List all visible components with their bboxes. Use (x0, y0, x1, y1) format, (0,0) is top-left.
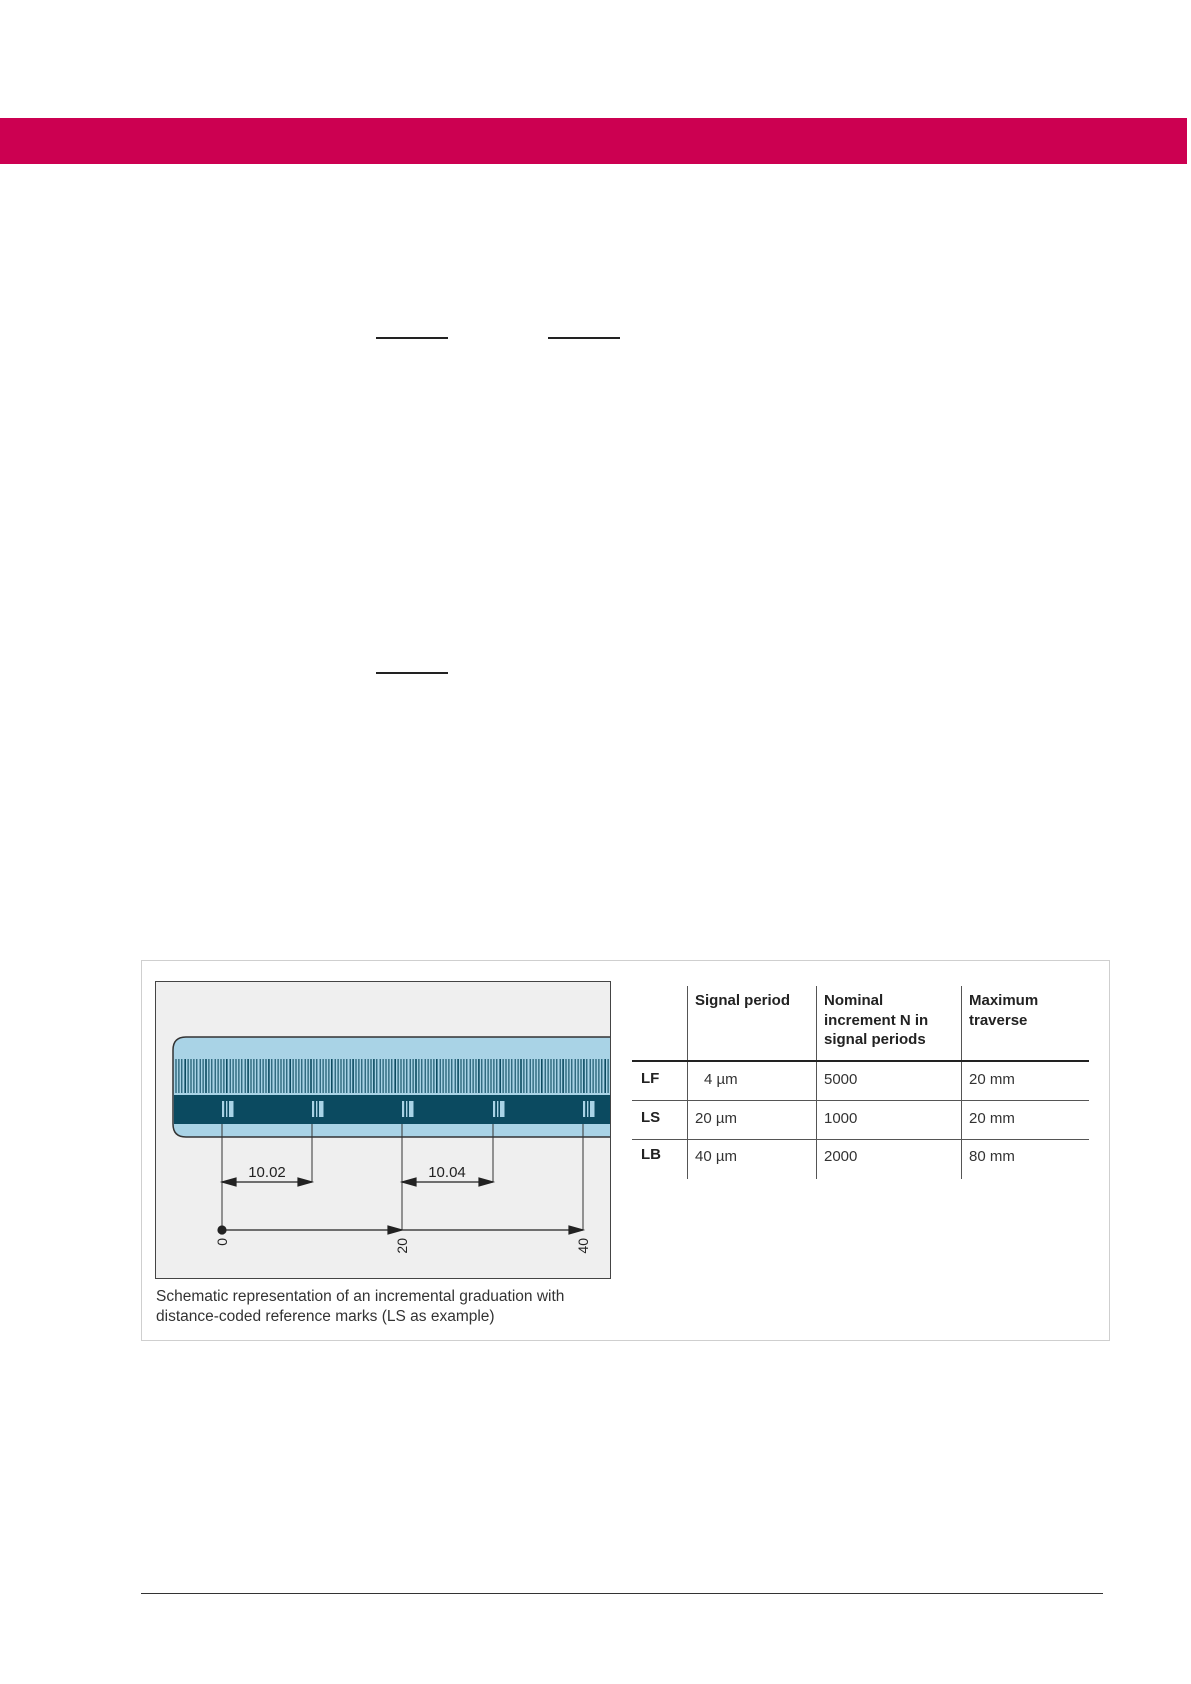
table-cell: 4 µm (704, 1071, 738, 1088)
table-cell: 20 mm (969, 1110, 1015, 1127)
table-cell: 1000 (824, 1110, 858, 1127)
underline-rule (376, 337, 448, 339)
graduation-diagram (155, 981, 611, 1279)
arrowhead (479, 1178, 493, 1186)
footer-rule (141, 1593, 1103, 1594)
reference-track (174, 1095, 611, 1124)
axis-tick-label-20: 20 (394, 1238, 410, 1254)
table-column-divider (687, 986, 688, 1179)
origin-dot (218, 1226, 226, 1234)
arrowhead (298, 1178, 312, 1186)
header-nominal-increment: Nominal increment N in signal periods (824, 992, 929, 1048)
dimension-label-1: 10.02 (248, 1164, 286, 1181)
table-row-label: LF (641, 1070, 660, 1087)
table-header-rule (632, 1060, 1089, 1062)
table-cell: 2000 (824, 1148, 858, 1165)
table-row-rule (632, 1139, 1089, 1140)
axis-tick-label-0: 0 (214, 1238, 230, 1246)
table-cell: 20 µm (695, 1110, 737, 1127)
axis-tick-label-40: 40 (575, 1238, 591, 1254)
caption-line: Schematic representation of an incremental graduation with (156, 1288, 565, 1305)
arrowhead (569, 1226, 583, 1234)
table-row-rule (632, 1100, 1089, 1101)
table-column-divider (816, 986, 817, 1179)
header-band (0, 118, 1187, 164)
arrowhead (402, 1178, 416, 1186)
caption-line: distance-coded reference marks (LS as example) (156, 1308, 495, 1325)
figure-caption (156, 1287, 626, 1327)
arrowhead (222, 1178, 236, 1186)
underline-rule (548, 337, 620, 339)
header-maximum-traverse: Maximum traverse (969, 992, 1039, 1029)
arrowhead (388, 1226, 402, 1234)
table-column-divider (961, 986, 962, 1179)
table-cell: 40 µm (695, 1148, 737, 1165)
underline-rule (376, 672, 448, 674)
graduation-svg (156, 982, 611, 1279)
table-cell: 5000 (824, 1071, 858, 1088)
dimension-label-2: 10.04 (428, 1164, 466, 1181)
table-cell: 80 mm (969, 1148, 1015, 1165)
table-cell: 20 mm (969, 1071, 1015, 1088)
table-row-label: LS (641, 1109, 661, 1126)
header-signal-period: Signal period (695, 992, 791, 1009)
table-row-label: LB (641, 1146, 661, 1163)
